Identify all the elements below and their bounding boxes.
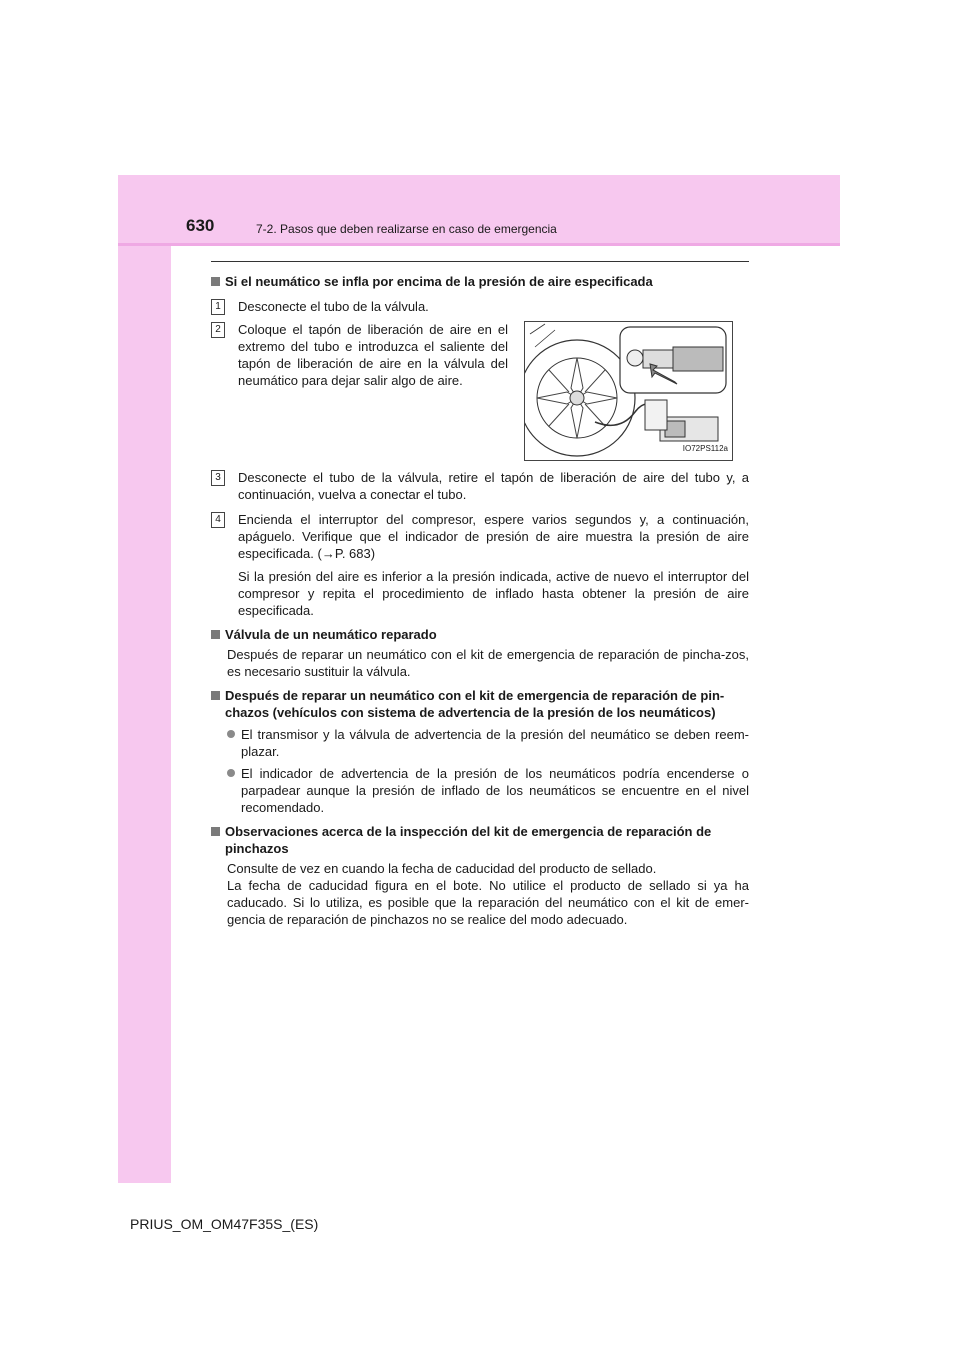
subheading-repaired-valve: Válvula de un neumático reparado [211,626,749,643]
step-2 [211,321,508,461]
square-bullet-icon [211,691,220,700]
step-4-note: Si la presión del aire es inferior a la presión indicada, active de nuevo el interruptor del compresor y repita el procedimiento de inflado hasta obtener la presión de aire especificada. [238,569,749,618]
section-title: 7-2. Pasos que deben realizarse en caso de emergencia [256,222,557,236]
side-band [118,175,171,1183]
valve-release-illustration [524,321,733,461]
page-number: 630 [186,216,215,235]
step-2-row [211,321,749,461]
subheading-kit-inspection: Observaciones acerca de la inspección del kit de emergencia de reparación de pinchazos [211,823,749,857]
kit-inspection-text-1: Consulte de vez en cuando la fecha de caducidad del producto de sellado. [227,861,657,876]
subheading-overinflated: Si el neumático se infla por encima de la presión de aire especificada [211,273,749,290]
document-code: PRIUS_OM_OM47F35S_(ES) [130,1216,319,1232]
header-rule [118,243,840,246]
step-4 [211,511,749,562]
list-item: El transmisor y la válvula de advertencia de la presión del neumático se deben reem-plazar. [227,726,749,760]
step-number: 4 [211,512,225,528]
content-divider [211,261,749,262]
step-1 [211,298,749,315]
step-text: Desconecte el tubo de la válvula. [238,299,429,314]
figure-id: IO72PS112a [682,444,728,453]
repaired-valve-text: Después de reparar un neumático con el kit de emergencia de reparación de pincha-zos, es necesario sustituir la válvula. [227,647,749,679]
square-bullet-icon [211,277,220,286]
round-bullet-icon [227,769,235,777]
step-number: 2 [211,322,225,338]
step-3 [211,469,749,503]
square-bullet-icon [211,630,220,639]
round-bullet-icon [227,730,235,738]
step-number: 3 [211,470,225,486]
step-text: Desconecte el tubo de la válvula, retire el tapón de liberación de aire del tubo y, a continuación, vuelva a conectar el tubo. [238,470,749,502]
step-number: 1 [211,299,225,315]
list-item: El indicador de advertencia de la presión de los neumáticos podría encenderse o parpadear aunque la presión de inflado de los neumáticos se encuentre en el nivel recomendado. [227,765,749,816]
page-content [211,268,749,928]
square-bullet-icon [211,827,220,836]
step-text: Coloque el tapón de liberación de aire en el extremo del tubo e introduzca el saliente del tapón de liberación de aire en la válvula del neumático para dejar salir algo de aire. [238,322,508,388]
step-text: Encienda el interruptor del compresor, espere varios segundos y, a continuación, apáguelo. Verifique que el indicador de presión de aire muestra la presión de aire especificada. (→P. 683) [238,512,749,561]
kit-inspection-text-2: La fecha de caducidad figura en el bote. No utilice el producto de sellado si ya ha caducado. Si lo utiliza, es posible que la reparación del neumático con el kit de emer-gencia de reparación de pinchazos no se realice del modo adecuado. [227,878,749,927]
subheading-after-repair-tpms: Después de reparar un neumático con el kit de emergencia de reparación de pin-chazos (vehículos con sistema de advertencia de la presión de los neumáticos) [211,687,749,721]
